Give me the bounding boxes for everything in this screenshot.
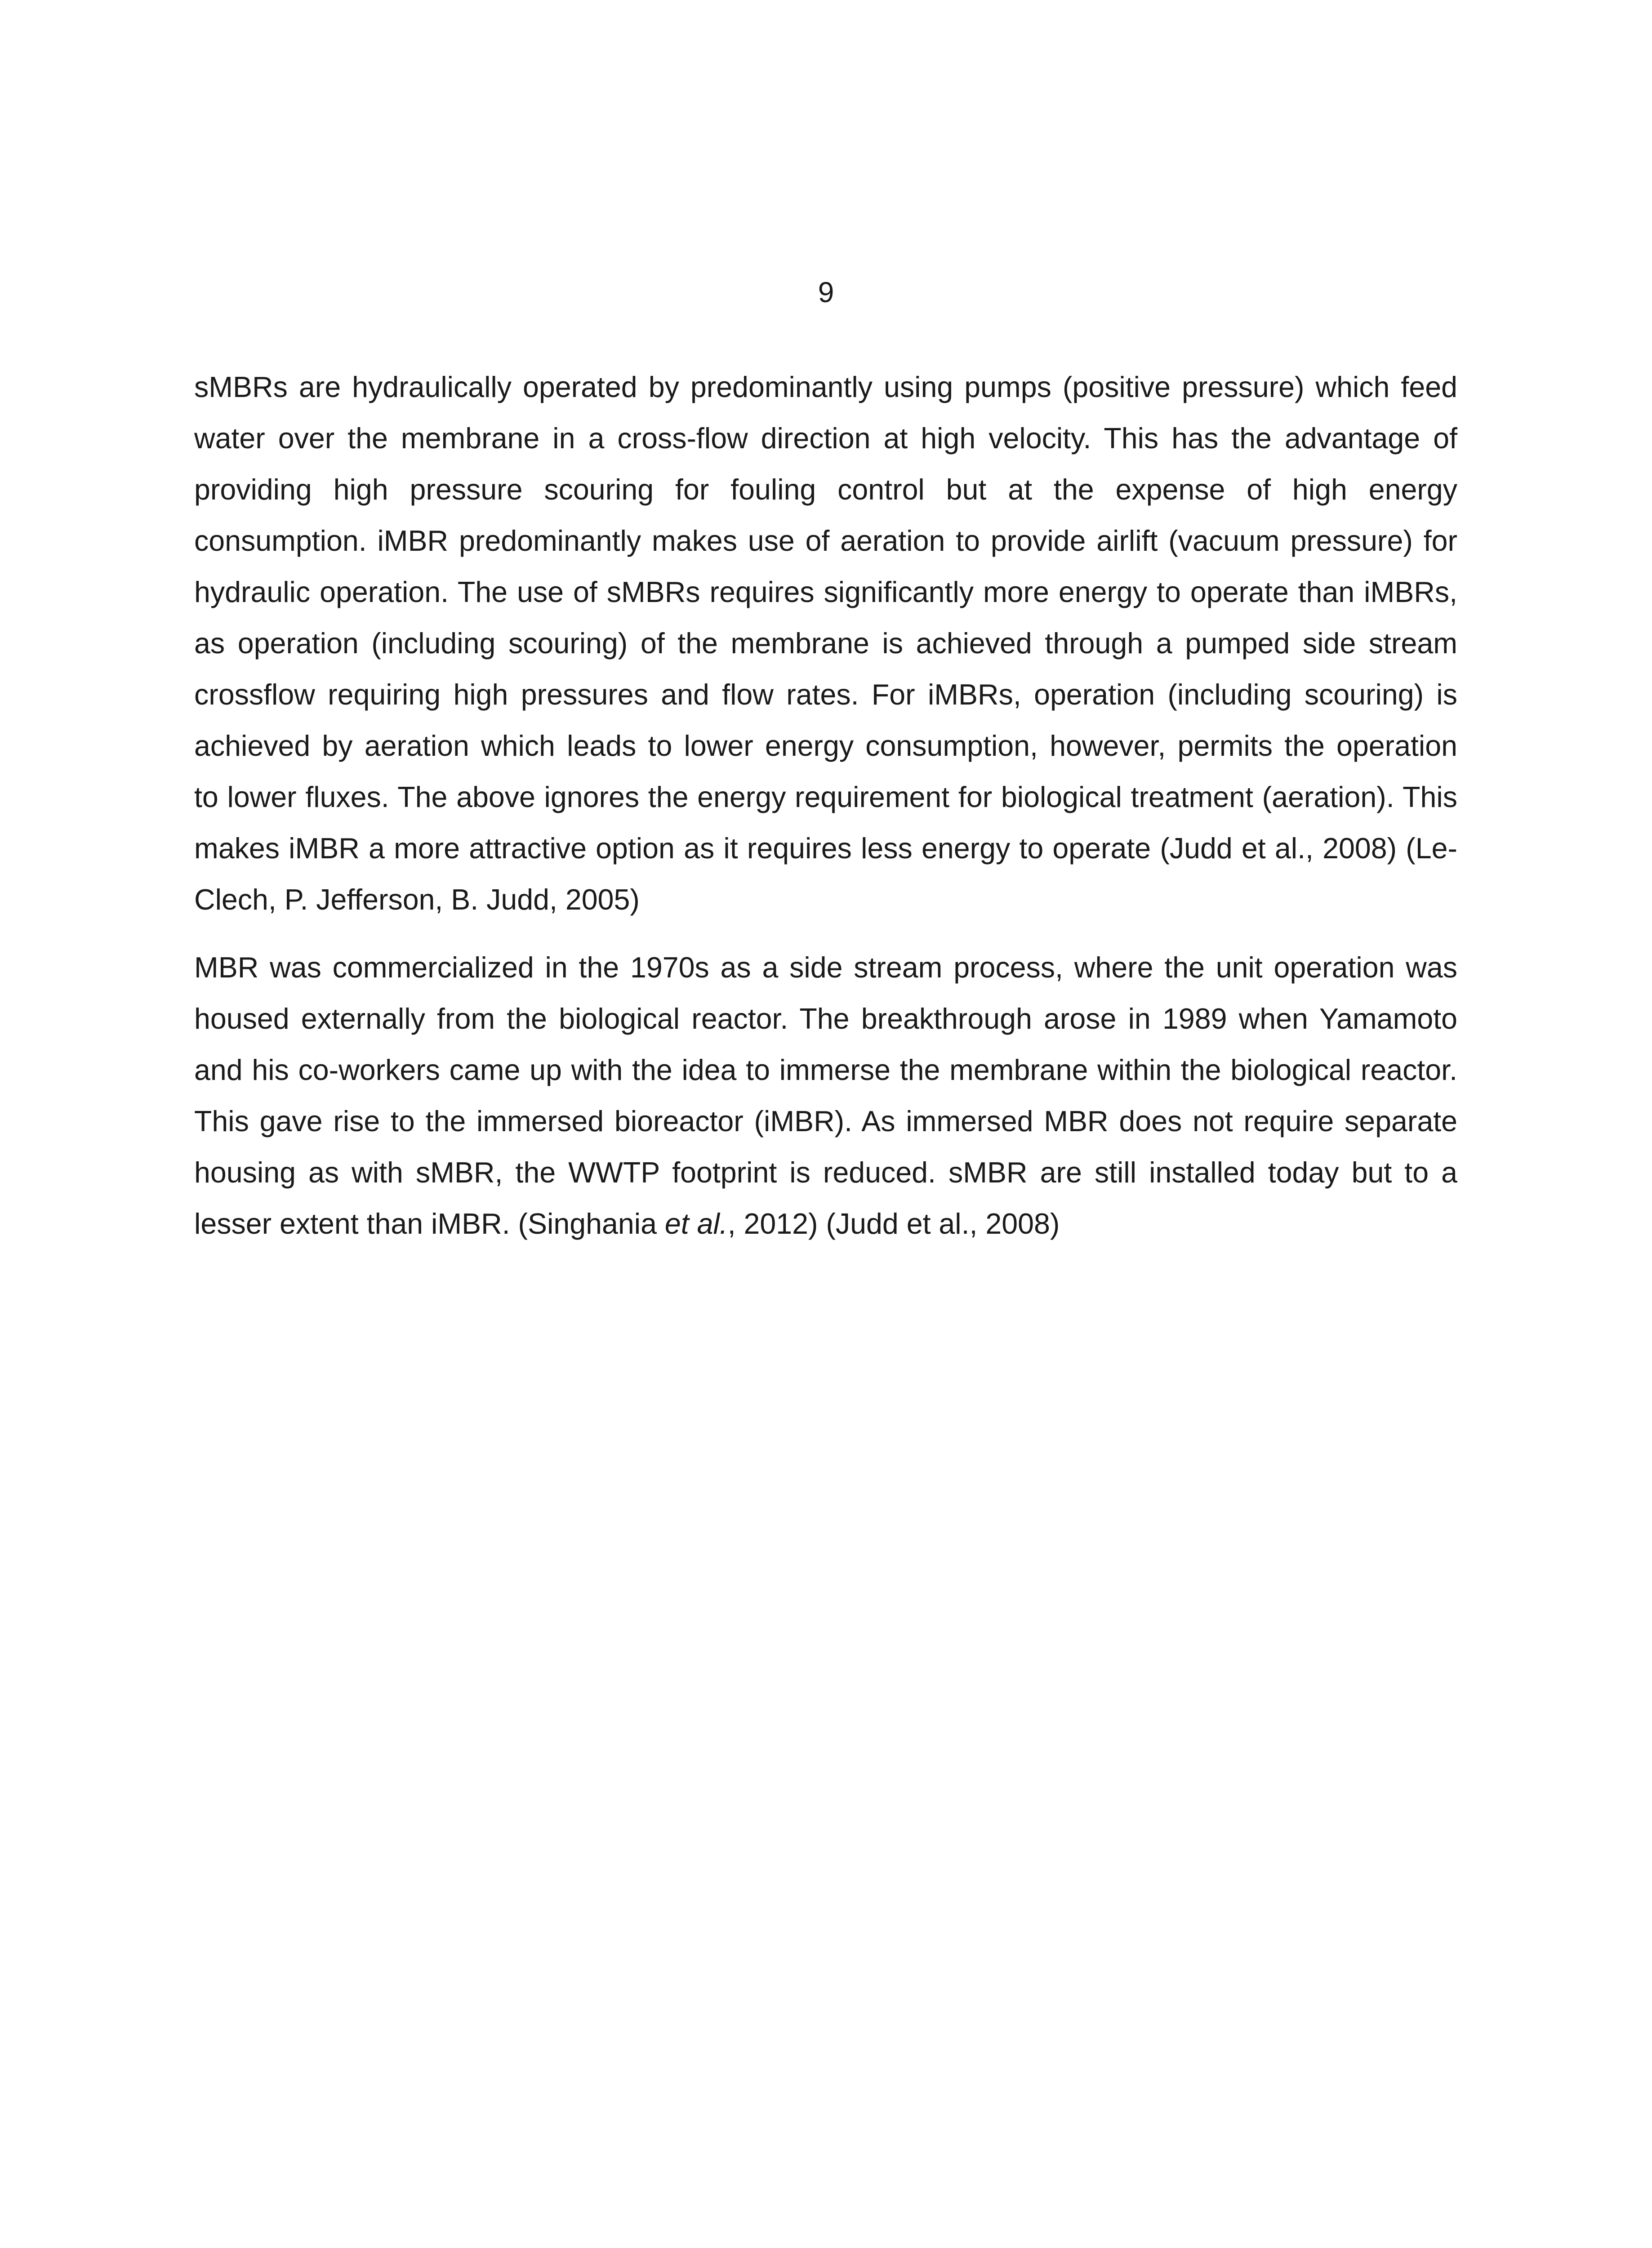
paragraph-line: sMBRs are hydraulically operated by predominantly using pumps (positive pressure) which feed xyxy=(194,371,1457,403)
paragraph-line: as operation (including scouring) of the membrane is achieved through a pumped side stream xyxy=(194,627,1457,660)
paragraph-smbr-vs-imbr xyxy=(194,361,1457,925)
paragraph-line: achieved by aeration which leads to lower energy consumption, however, permits the operation xyxy=(194,730,1457,762)
paragraph-line: and his co-workers came up with the idea to immerse the membrane within the biological reactor. xyxy=(194,1054,1457,1086)
citation-text: lesser extent than iMBR. (Singhania xyxy=(194,1208,665,1240)
paragraph-line: makes iMBR a more attractive option as it requires less energy to operate (Judd et al., 2008) (Le- xyxy=(194,832,1457,865)
paragraph-line: hydraulic operation. The use of sMBRs requires significantly more energy to operate than iMBRs, xyxy=(194,576,1457,608)
paragraph-mbr-history xyxy=(194,942,1457,1249)
paragraph-line: MBR was commercialized in the 1970s as a side stream process, where the unit operation was xyxy=(194,951,1457,984)
paragraph-line: consumption. iMBR predominantly makes use of aeration to provide airlift (vacuum pressure) for xyxy=(194,525,1457,557)
paragraph-line: Clech, P. Jefferson, B. Judd, 2005) xyxy=(194,883,640,916)
paragraph-line: water over the membrane in a cross-flow direction at high velocity. This has the advantage of xyxy=(194,422,1457,455)
citation-text: , 2012) (Judd et al., 2008) xyxy=(727,1208,1060,1240)
paragraph-line: to lower fluxes. The above ignores the energy requirement for biological treatment (aeration). This xyxy=(194,781,1457,813)
page-number: 9 xyxy=(818,276,834,308)
paragraph-line-last xyxy=(194,1198,1457,1249)
paragraph-line: crossflow requiring high pressures and flow rates. For iMBRs, operation (including scouring) is xyxy=(194,678,1457,711)
paragraph-line: housed externally from the biological reactor. The breakthrough arose in 1989 when Yamamoto xyxy=(194,1003,1457,1035)
paragraph-line: providing high pressure scouring for fouling control but at the expense of high energy xyxy=(194,473,1457,506)
et-al-italic: et al. xyxy=(664,1208,728,1240)
paragraph-line: housing as with sMBR, the WWTP footprint is reduced. sMBR are still installed today but to a xyxy=(194,1156,1457,1189)
paragraph-line: This gave rise to the immersed bioreactor (iMBR). As immersed MBR does not require separate xyxy=(194,1105,1457,1137)
